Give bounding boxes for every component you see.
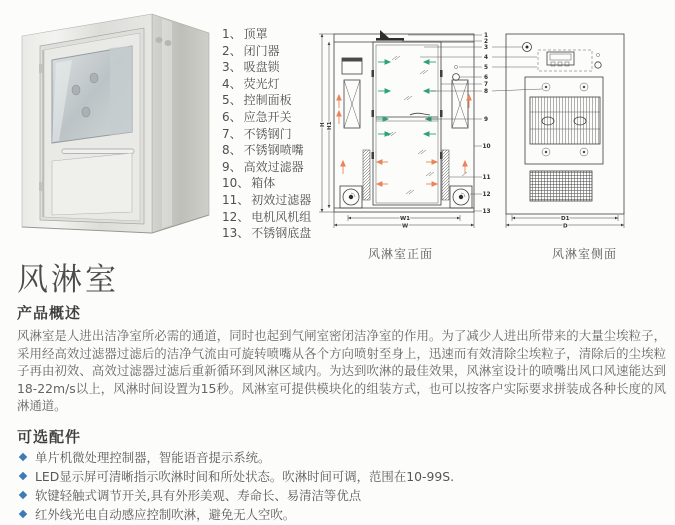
accessory-text: LED显示屏可清晰指示吹淋时间和所处状态。吹淋时间可调，范围在10-99S.	[35, 469, 455, 484]
part-number: 11、	[222, 192, 250, 207]
dim-label-w: W	[402, 223, 409, 230]
svg-text:4: 4	[484, 55, 489, 61]
svg-text:11: 11	[482, 175, 491, 181]
parts-list-item	[222, 225, 311, 242]
page-title: 风淋室	[17, 262, 119, 298]
svg-text:12: 12	[482, 192, 491, 198]
accessory-text: 单片机微处理控制器，智能语音提示系统。	[35, 450, 271, 465]
accessory-item	[18, 506, 454, 525]
svg-text:8: 8	[484, 89, 489, 95]
part-number: 5、	[222, 93, 242, 108]
front-view-diagram	[318, 12, 493, 247]
parts-list-item	[222, 43, 311, 60]
svg-text:9: 9	[484, 117, 489, 123]
part-number: 12、	[222, 209, 250, 224]
parts-list-item	[222, 76, 311, 93]
accessory-item	[18, 468, 454, 487]
part-number: 8、	[222, 143, 242, 158]
accessory-item	[18, 449, 454, 468]
accessory-item	[18, 487, 454, 506]
accessories-heading: 可选配件	[17, 428, 82, 446]
side-view-caption: 风淋室侧面	[552, 247, 618, 261]
svg-text:13: 13	[482, 209, 491, 215]
svg-text:2: 2	[484, 39, 489, 45]
part-label: 电机风机组	[251, 209, 312, 224]
parts-list-item	[222, 59, 311, 76]
accessory-text: 软键轻触式调节开关,具有外形美观、寿命长、易清洁等优点	[35, 488, 362, 503]
part-label: 应急开关	[243, 109, 292, 124]
callout-numbers	[483, 33, 491, 215]
dim-label-h1: H1	[327, 121, 333, 130]
diamond-bullet-icon	[19, 510, 27, 518]
part-number: 4、	[222, 76, 242, 91]
part-label: 控制面板	[243, 93, 292, 108]
overview-heading: 产品概述	[17, 304, 82, 322]
parts-list-item	[222, 92, 311, 109]
accessory-text: 红外线光电自动感应控制吹淋，避免无人空吹。	[35, 507, 296, 522]
svg-text:10: 10	[482, 144, 491, 150]
svg-text:7: 7	[484, 82, 489, 88]
air-shower-photo-illustration	[4, 2, 216, 252]
svg-text:3: 3	[484, 45, 489, 51]
parts-list-item	[222, 142, 311, 159]
part-number: 9、	[222, 159, 242, 174]
accessories-list	[18, 449, 454, 525]
part-label: 箱体	[251, 176, 276, 191]
dim-label-d: D	[563, 223, 568, 230]
svg-text:1: 1	[484, 33, 489, 39]
part-number: 2、	[222, 43, 242, 58]
part-label: 闭门器	[243, 43, 280, 58]
part-number: 6、	[222, 109, 242, 124]
front-view-caption: 风淋室正面	[368, 247, 434, 261]
svg-text:6: 6	[484, 75, 489, 81]
part-label: 不锈钢底盘	[251, 226, 312, 241]
parts-list-item	[222, 126, 311, 143]
part-label: 不锈钢喷嘴	[243, 143, 304, 158]
part-label: 高效过滤器	[243, 159, 304, 174]
part-label: 不锈钢门	[243, 126, 292, 141]
part-label: 顶罩	[243, 27, 268, 41]
overview-body: 风淋室是人进出洁净室所必需的通道，同时也起到气闸室密闭洁净室的作用。为了减少人进出所带来的大量尘埃粒子，采用经高效过滤器过滤后的洁净气流由可旋转喷嘴从各个方向喷射至身上，迅速而有效清除尘埃粒子，清除后的尘埃粒子再由初效、高效过滤器过滤后重新循环到风淋区域内。为达到吹淋的最佳效果，风淋室设计的喷嘴出风口风速能达到18-22m/s以上，风淋时间设置为15秒。风淋室可提供模块化的组装方式，也可以按客户实际要求拼装成各种长度的风淋通道。	[17, 328, 666, 414]
return-air-arrows-orange	[337, 95, 471, 186]
part-number: 1、	[222, 27, 242, 41]
diamond-bullet-icon	[19, 491, 27, 499]
parts-list-item	[222, 209, 311, 226]
dim-label-w1: W1	[400, 216, 411, 222]
diamond-bullet-icon	[19, 472, 27, 480]
dim-label-d1: D1	[561, 216, 570, 222]
parts-list-item	[222, 192, 311, 209]
part-label: 初效过滤器	[251, 192, 312, 207]
parts-list-item	[222, 26, 311, 43]
part-label: 荧光灯	[243, 76, 280, 91]
side-view-diagram	[492, 12, 675, 247]
dim-label-h: H	[320, 122, 326, 127]
product-photo	[4, 2, 216, 252]
part-number: 7、	[222, 126, 242, 141]
diamond-bullet-icon	[19, 453, 27, 461]
nozzle-arrows-green	[376, 60, 438, 136]
parts-list-item	[222, 109, 311, 126]
part-number: 3、	[222, 60, 242, 75]
svg-text:5: 5	[484, 65, 489, 71]
parts-list-item	[222, 159, 311, 176]
parts-list-item	[222, 175, 311, 192]
part-number: 13、	[222, 226, 250, 241]
parts-list	[222, 26, 311, 242]
part-number: 10、	[222, 176, 250, 191]
part-label: 吸盘锁	[243, 60, 280, 75]
